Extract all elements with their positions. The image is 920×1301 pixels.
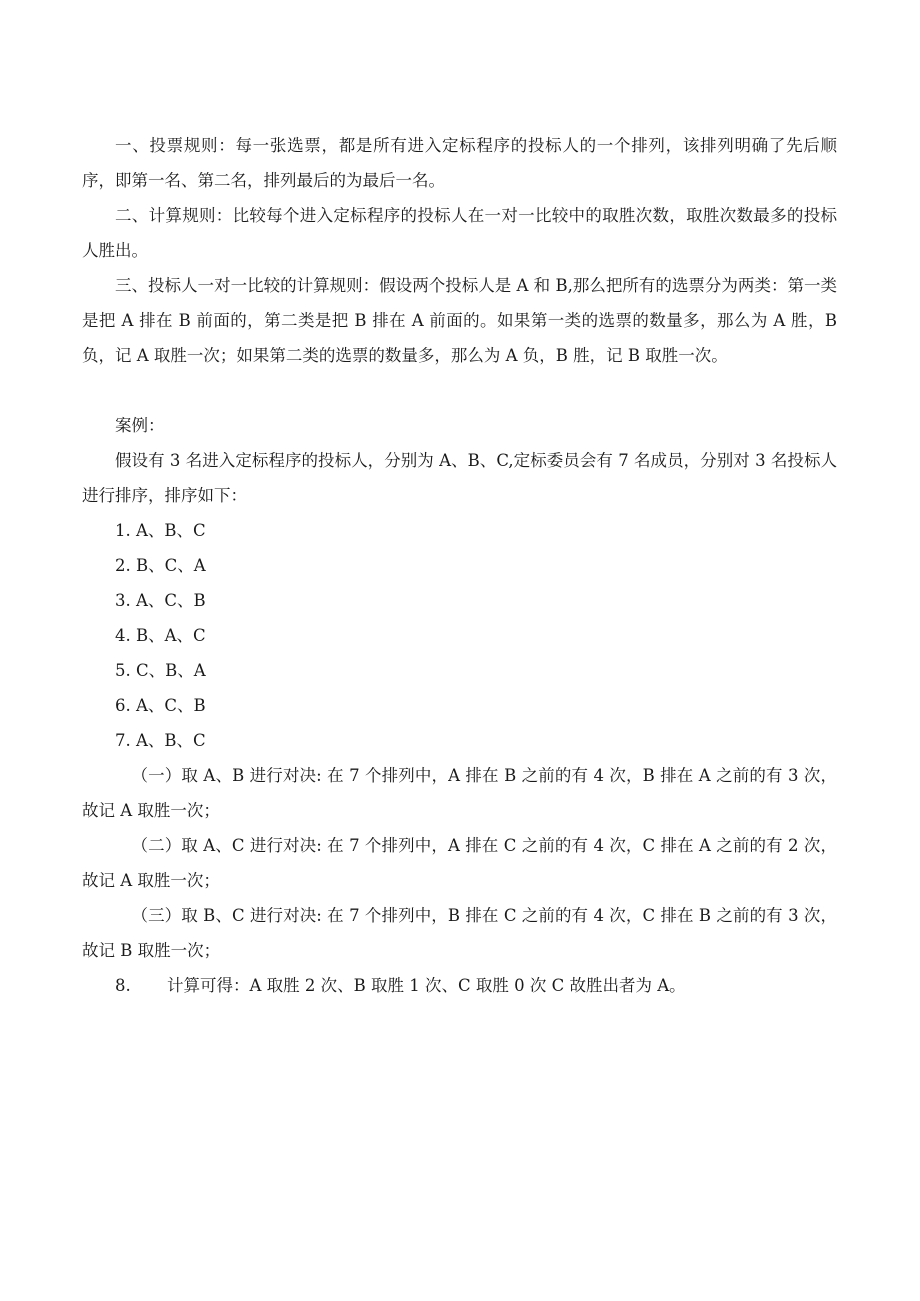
rule-pairwise-comparison: 三、投标人一对一比较的计算规则：假设两个投标人是 A 和 B,那么把所有的选票分为两类：第一类是把 A 排在 B 前面的，第二类是把 B 排在 A 前面的。如果第一类的选票的数量多，那么为 A 胜，B 负，记 A 取胜一次；如果第二类的选票的数量多，那么为 A 负，B 胜，记 B 取胜一次。 (82, 276, 837, 365)
rule-calculation: 二、计算规则：比较每个进入定标程序的投标人在一对一比较中的取胜次数，取胜次数最多的投标人胜出。 (82, 206, 837, 260)
ranking-item: 6. A、C、B (115, 696, 206, 715)
ranking-item: 4. B、A、C (115, 626, 206, 645)
example-intro: 假设有 3 名进入定标程序的投标人，分别为 A、B、C,定标委员会有 7 名成员，分别对 3 名投标人进行排序，排序如下： (82, 451, 837, 505)
matchup-b-c: （三）取 B、C 进行对决: 在 7 个排列中，B 排在 C 之前的有 4 次，C 排在 B 之前的有 3 次，故记 B 取胜一次； (82, 906, 837, 960)
ranking-item: 1. A、B、C (115, 521, 206, 540)
document-page (82, 128, 837, 1003)
paragraph-gap (82, 373, 837, 408)
result-text: 计算可得：A 取胜 2 次、B 取胜 1 次、C 取胜 0 次 C 故胜出者为 A。 (167, 976, 686, 995)
result-line (82, 968, 837, 1003)
ranking-item: 7. A、B、C (115, 731, 206, 750)
ranking-item: 3. A、C、B (115, 591, 206, 610)
rule-voting: 一、投票规则：每一张选票，都是所有进入定标程序的投标人的一个排列，该排列明确了先后顺序，即第一名、第二名，排列最后的为最后一名。 (82, 136, 837, 190)
example-heading: 案例： (115, 416, 165, 435)
matchup-a-c: （二）取 A、C 进行对决: 在 7 个排列中，A 排在 C 之前的有 4 次，C 排在 A 之前的有 2 次，故记 A 取胜一次； (82, 836, 837, 890)
ranking-item: 5. C、B、A (115, 661, 206, 680)
matchup-a-b: （一）取 A、B 进行对决: 在 7 个排列中，A 排在 B 之前的有 4 次，B 排在 A 之前的有 3 次，故记 A 取胜一次； (82, 766, 837, 820)
ranking-item: 2. B、C、A (115, 556, 206, 575)
result-number: 8. (115, 976, 131, 995)
